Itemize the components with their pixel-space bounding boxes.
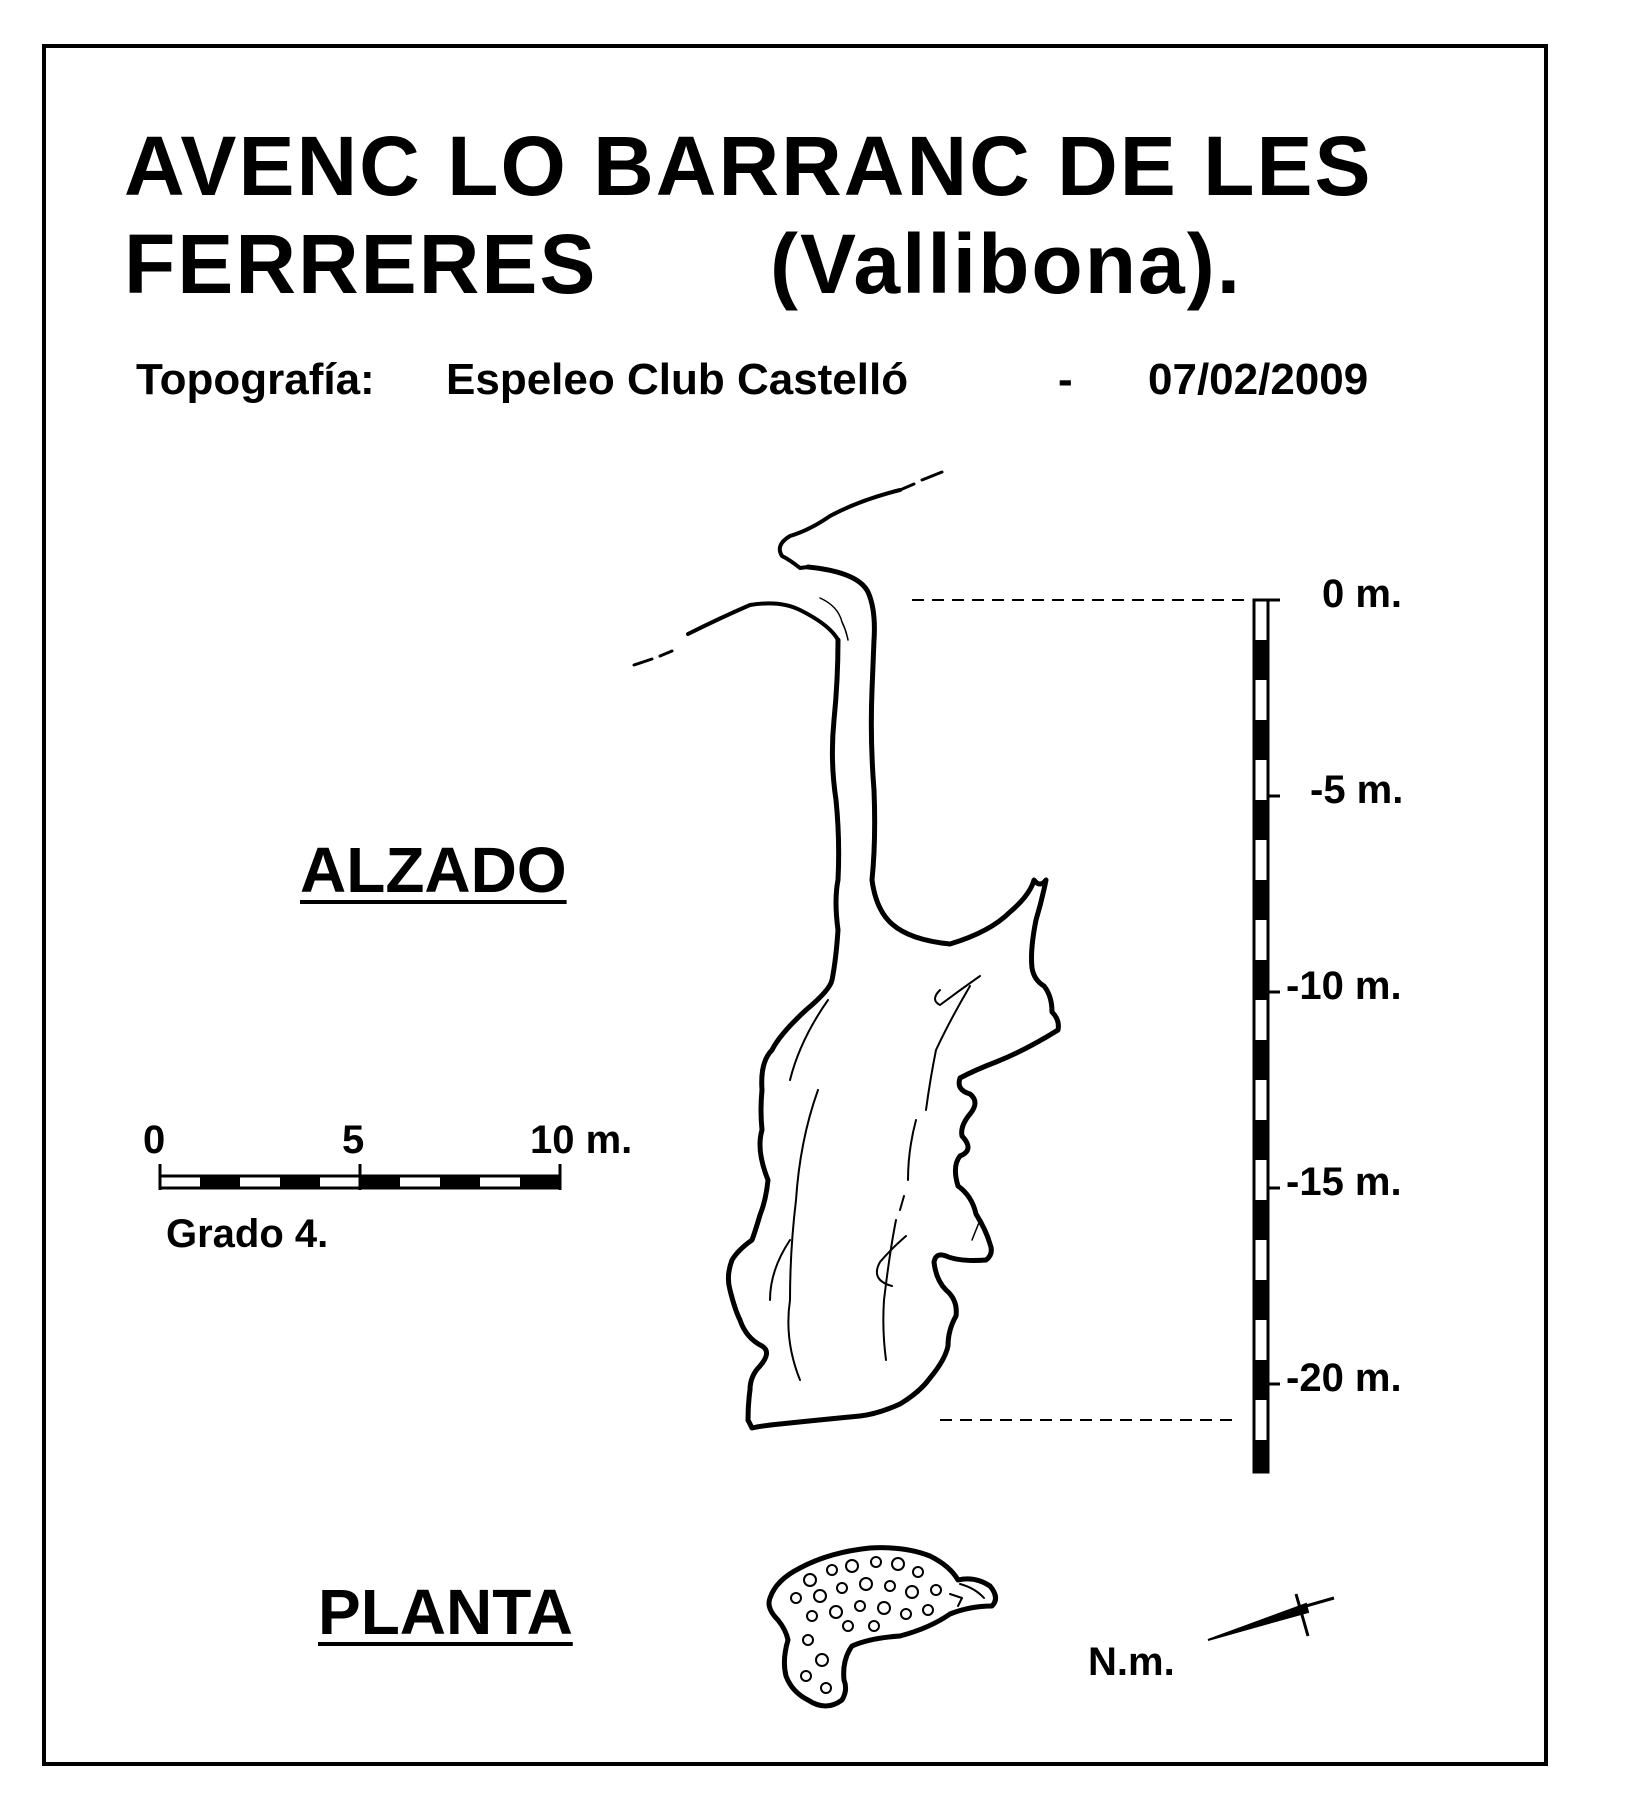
plan-view (769, 1548, 996, 1706)
plan-section-title: PLANTA (318, 1576, 573, 1648)
scale-tick-label: 5 (342, 1118, 365, 1162)
depth-tick-label: -5 m. (1310, 768, 1404, 812)
plan-outline (769, 1548, 996, 1706)
interior-line (770, 1240, 790, 1300)
depth-tick-label: -10 m. (1286, 964, 1402, 1008)
interior-line (790, 1000, 828, 1080)
surface-right-dashed (900, 472, 942, 490)
title-cave-name: FERRERES (124, 217, 598, 311)
cave-wall-left (728, 640, 838, 1420)
interior-line (788, 1090, 818, 1380)
title-line-1: AVENC LO BARRANC DE LES (124, 119, 1373, 213)
elevation-section-title: ALZADO (300, 834, 567, 906)
interior-line (935, 976, 980, 1005)
horizontal-scale-bar (160, 1164, 560, 1190)
credit-label: Topografía: (136, 355, 375, 404)
credit-date: 07/02/2009 (1148, 355, 1369, 404)
surface-lower (688, 603, 838, 640)
scale-tick-label: 0 (143, 1118, 166, 1162)
scale-grade: Grado 4. (166, 1212, 329, 1256)
scale-tick-label: 10 m. (530, 1118, 633, 1162)
elevation-profile (634, 472, 1058, 1428)
surface-upper (780, 490, 900, 568)
depth-scale-ticks (1268, 600, 1280, 1384)
north-arrow-icon (1208, 1594, 1334, 1640)
depth-tick-label: -20 m. (1286, 1356, 1402, 1400)
depth-tick-label: 0 m. (1322, 572, 1403, 616)
cave-wall-right (748, 567, 1058, 1428)
title-place: (Vallibona). (770, 217, 1243, 311)
depth-scale-bar (1254, 600, 1280, 1472)
credit-author: Espeleo Club Castelló (446, 355, 909, 404)
surface-left-dashed (634, 651, 672, 665)
depth-tick-label: -15 m. (1286, 1160, 1402, 1204)
credit-separator: - (1058, 355, 1073, 404)
north-label: N.m. (1088, 1640, 1175, 1684)
